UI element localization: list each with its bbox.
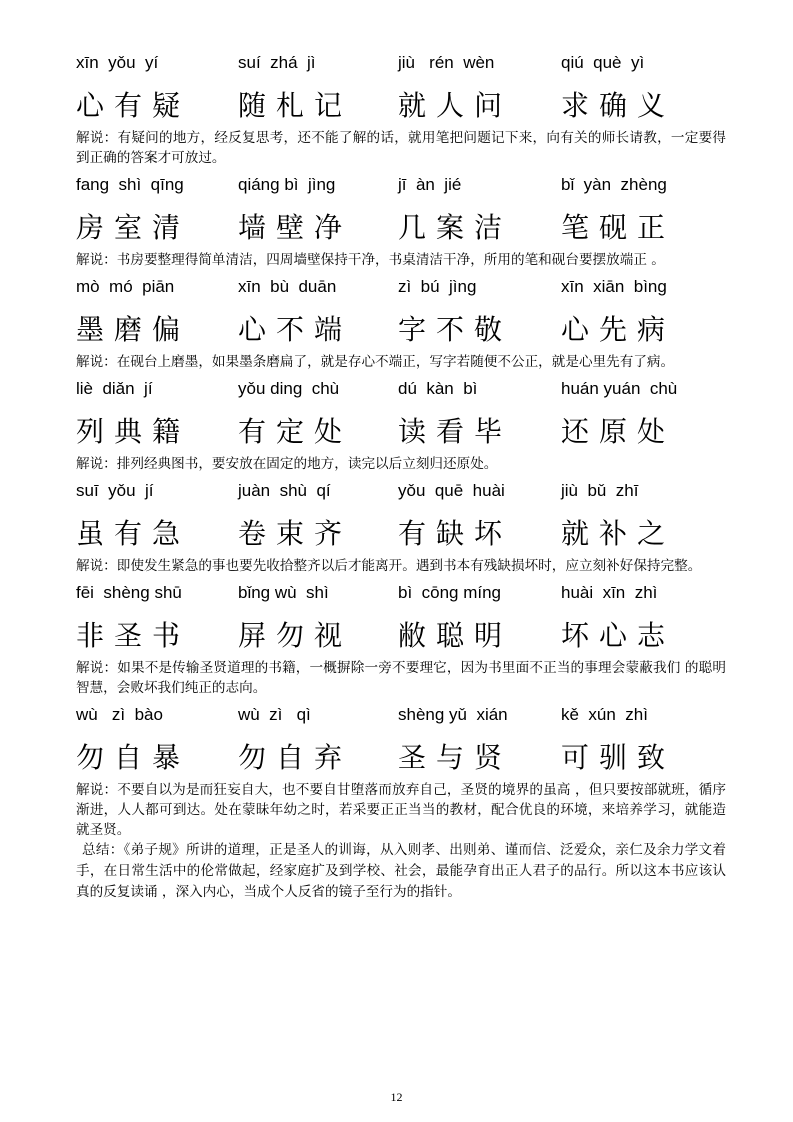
explanation-text: 解说：如果不是传输圣贤道理的书籍，一概摒除一旁不要理它，因为书里面不正当的事理会蒙蔽我们 的聪明智慧，会败坏我们纯正的志向。 xyxy=(76,660,726,696)
pinyin-group: jiù rén wèn xyxy=(398,53,495,72)
pinyin-group: shèng yǔ xián xyxy=(398,705,508,724)
hanzi-group: 心不端 xyxy=(238,313,353,346)
hanzi-group: 就人问 xyxy=(398,89,513,122)
pinyin-row xyxy=(76,372,726,406)
pinyin-group: qiáng bì jìng xyxy=(238,175,336,194)
hanzi-group: 卷束齐 xyxy=(238,517,353,550)
hanzi-group: 勿自暴 xyxy=(76,741,191,774)
hanzi-group: 就补之 xyxy=(561,517,676,550)
hanzi-group: 读看毕 xyxy=(398,415,513,448)
pinyin-group: xīn bù duān xyxy=(238,277,337,296)
pinyin-row xyxy=(76,168,726,202)
pinyin-group: juàn shù qí xyxy=(238,481,331,500)
verse xyxy=(76,698,726,840)
hanzi-row xyxy=(76,508,726,556)
hanzi-group: 房室清 xyxy=(76,211,191,244)
hanzi-group: 墙壁净 xyxy=(238,211,353,244)
document-content xyxy=(76,46,726,903)
pinyin-group: yǒu quē huài xyxy=(398,481,505,500)
verse xyxy=(76,372,726,474)
pinyin-row xyxy=(76,46,726,80)
hanzi-group: 有缺坏 xyxy=(398,517,513,550)
hanzi-group: 虽有急 xyxy=(76,517,191,550)
pinyin-group: jī àn jié xyxy=(398,175,462,194)
hanzi-group: 敝聪明 xyxy=(398,619,513,652)
pinyin-group: huán yuán chù xyxy=(561,379,678,398)
pinyin-group: huài xīn zhì xyxy=(561,583,658,602)
hanzi-group: 勿自弃 xyxy=(238,741,353,774)
hanzi-group: 心先病 xyxy=(561,313,676,346)
verse xyxy=(76,46,726,168)
explanation-text: 解说：有疑问的地方，经反复思考，还不能了解的话，就用笔把问题记下来，向有关的师长请教，一定要得到正确的答案才可放过。 xyxy=(76,130,726,166)
hanzi-group: 笔砚正 xyxy=(561,211,676,244)
explanation-text: 解说：即使发生紧急的事也要先收拾整齐以后才能离开。遇到书本有残缺损坏时，应立刻补好保持完整。 xyxy=(76,558,702,574)
hanzi-group: 可驯致 xyxy=(561,741,676,774)
pinyin-group: zì bú jìng xyxy=(398,277,477,296)
pinyin-group: yǒu ding chù xyxy=(238,379,340,398)
hanzi-row xyxy=(76,80,726,128)
verse xyxy=(76,474,726,576)
hanzi-row xyxy=(76,732,726,780)
pinyin-group: fēi shèng shū xyxy=(76,583,182,602)
hanzi-group: 坏心志 xyxy=(561,619,676,652)
pinyin-group: bǐng wù shì xyxy=(238,583,329,602)
pinyin-row xyxy=(76,474,726,508)
pinyin-group: kě xún zhì xyxy=(561,705,648,724)
pinyin-group: wù zì qì xyxy=(238,705,311,724)
hanzi-group: 墨磨偏 xyxy=(76,313,191,346)
verse xyxy=(76,576,726,698)
pinyin-group: wù zì bào xyxy=(76,705,163,724)
pinyin-group: fang shì qīng xyxy=(76,175,184,194)
explanation-text: 解说：不要自以为是而狂妄自大，也不要自甘堕落而放弃自己，圣贤的境界的虽高 ，但只要按部就班，循序渐进，人人都可到达。处在蒙昧年幼之时，若采要正正当当的教材，配合优良的环境，来培养学习，就能造就圣贤。 xyxy=(76,782,726,838)
pinyin-group: xīn yǒu yí xyxy=(76,53,159,72)
pinyin-group: qiú què yì xyxy=(561,53,645,72)
pinyin-group: bì cōng míng xyxy=(398,583,502,602)
explanation-text: 解说：书房要整理得简单清洁，四周墙壁保持干净，书桌清洁干净，所用的笔和砚台要摆放端正 。 xyxy=(76,252,665,268)
explanation-text: 解说：排列经典图书，要安放在固定的地方，读完以后立刻归还原处。 xyxy=(76,456,498,472)
hanzi-group: 字不敬 xyxy=(398,313,513,346)
verse xyxy=(76,168,726,270)
hanzi-group: 列典籍 xyxy=(76,415,191,448)
pinyin-group: suí zhá jì xyxy=(238,53,316,72)
pinyin-group: bǐ yàn zhèng xyxy=(561,175,667,194)
hanzi-row xyxy=(76,406,726,454)
summary-text: 总结：《弟子规》所讲的道理，正是圣人的训诲，从入则孝、出则弟、谨而信、泛爱众，亲仁及余力学文着手，在日常生活中的伦常做起，经家庭扩及到学校、社会，最能孕育出正人君子的品行。所以这本书应该认真的反复读诵 ，深入内心，当成个人反省的镜子至行为的指针。 xyxy=(76,842,726,900)
page-number: 12 xyxy=(390,1090,403,1104)
hanzi-group: 随札记 xyxy=(238,89,353,122)
hanzi-group: 圣与贤 xyxy=(398,741,513,774)
pinyin-group: suī yǒu jí xyxy=(76,481,154,500)
pinyin-row xyxy=(76,270,726,304)
explanation-text: 解说：在砚台上磨墨，如果墨条磨扁了，就是存心不端正，写字若随便不公正，就是心里先有了病。 xyxy=(76,354,675,370)
hanzi-group: 还原处 xyxy=(561,415,676,448)
hanzi-group: 几案洁 xyxy=(398,211,513,244)
hanzi-group: 非圣书 xyxy=(76,619,191,652)
hanzi-group: 屏勿视 xyxy=(238,619,353,652)
hanzi-group: 求确义 xyxy=(561,89,676,122)
hanzi-row xyxy=(76,304,726,352)
pinyin-group: mò mó piān xyxy=(76,277,175,296)
hanzi-group: 有定处 xyxy=(238,415,353,448)
pinyin-group: dú kàn bì xyxy=(398,379,478,398)
hanzi-group: 心有疑 xyxy=(76,89,191,122)
pinyin-group: xīn xiān bìng xyxy=(561,277,667,296)
hanzi-row xyxy=(76,202,726,250)
pinyin-row xyxy=(76,698,726,732)
hanzi-row xyxy=(76,610,726,658)
pinyin-group: liè diǎn jí xyxy=(76,379,153,398)
pinyin-group: jiù bǔ zhī xyxy=(561,481,639,500)
pinyin-row xyxy=(76,576,726,610)
verse xyxy=(76,270,726,372)
